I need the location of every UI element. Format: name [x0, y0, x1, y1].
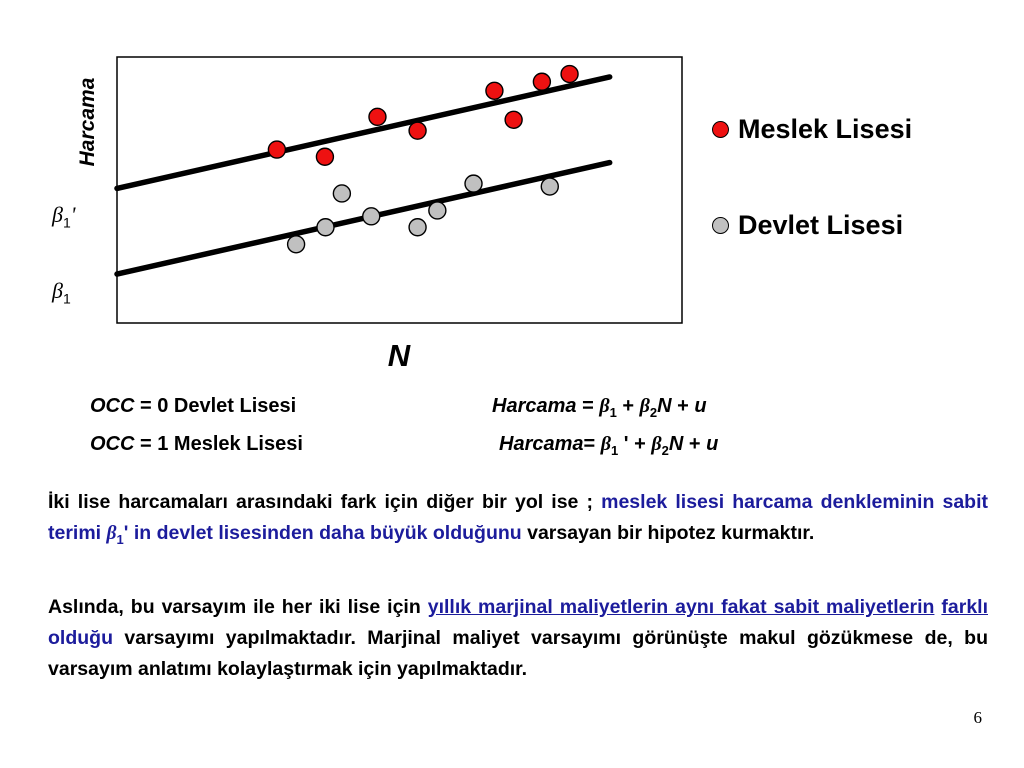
data-point-meslek-lisesi-7: [533, 73, 550, 90]
data-point-meslek-lisesi-5: [486, 82, 503, 99]
paragraph-hypothesis: İki lise harcamaları arasındaki fark için diğer bir yol ise ; meslek lisesi harcama denkleminin sabit terimi $\beta_1'$ in devlet lisesinden daha büyük olduğunu varsayan bir hipotez kurmaktır.: [48, 491, 988, 547]
data-point-devlet-lisesi-1: [288, 236, 305, 253]
data-point-devlet-lisesi-8: [541, 178, 558, 195]
data-point-devlet-lisesi-2: [317, 219, 334, 236]
link-different[interactable]: farklı: [941, 596, 988, 618]
data-point-meslek-lisesi-4: [409, 122, 426, 139]
legend-item-meslek-lisesi: [712, 114, 912, 145]
data-point-devlet-lisesi-3: [333, 185, 350, 202]
occ-definition-0: OCC = 0 Devlet Lisesi: [90, 395, 297, 417]
data-point-meslek-lisesi-1: [268, 141, 285, 158]
data-point-devlet-lisesi-4: [363, 208, 380, 225]
equation-devlet: Harcama = $\beta_1 + \beta_2N + u$: [492, 395, 707, 420]
page-number: 6: [973, 708, 982, 727]
plot-frame: [117, 57, 682, 323]
y-axis-label: Harcama: [76, 77, 99, 167]
legend-marker-gray: [712, 217, 729, 234]
legend-label: Meslek Lisesi: [738, 114, 913, 144]
equation-meslek: Harcama= $\beta_1$ ' + $\beta_2N + u$: [499, 433, 719, 458]
data-point-meslek-lisesi-3: [369, 108, 386, 125]
data-point-devlet-lisesi-7: [465, 175, 482, 192]
data-point-meslek-lisesi-8: [561, 66, 578, 83]
link-marginal-costs[interactable]: yıllık marjinal maliyetlerin aynı fakat sabit maliyetlerin: [427, 596, 935, 618]
legend-label: Devlet Lisesi: [738, 210, 904, 240]
paragraph-assumption: Aslında, bu varsayım ile her iki lise için yıllık marjinal maliyetlerin aynı fakat sabit maliyetlerin farklı olduğu varsayımı yapılmaktadır. Marjinal maliyet varsayımı görünüşte makul gözükmese de, bu varsayım anlatımı kolaylaştırmak için yapılmaktadır.: [48, 596, 988, 680]
occ-definition-1: OCC = 1 Meslek Lisesi: [90, 433, 303, 455]
data-point-meslek-lisesi-6: [505, 111, 522, 128]
x-axis-label: N: [387, 338, 411, 373]
data-point-devlet-lisesi-5: [409, 219, 426, 236]
y-tick-beta1: $\beta_1$: [52, 278, 71, 307]
data-point-devlet-lisesi-6: [429, 202, 446, 219]
legend-item-devlet-lisesi: [712, 210, 903, 241]
y-tick-beta1-prime: $\beta_1'$: [52, 202, 76, 231]
data-point-meslek-lisesi-2: [316, 148, 333, 165]
legend-marker-red: [712, 121, 729, 138]
